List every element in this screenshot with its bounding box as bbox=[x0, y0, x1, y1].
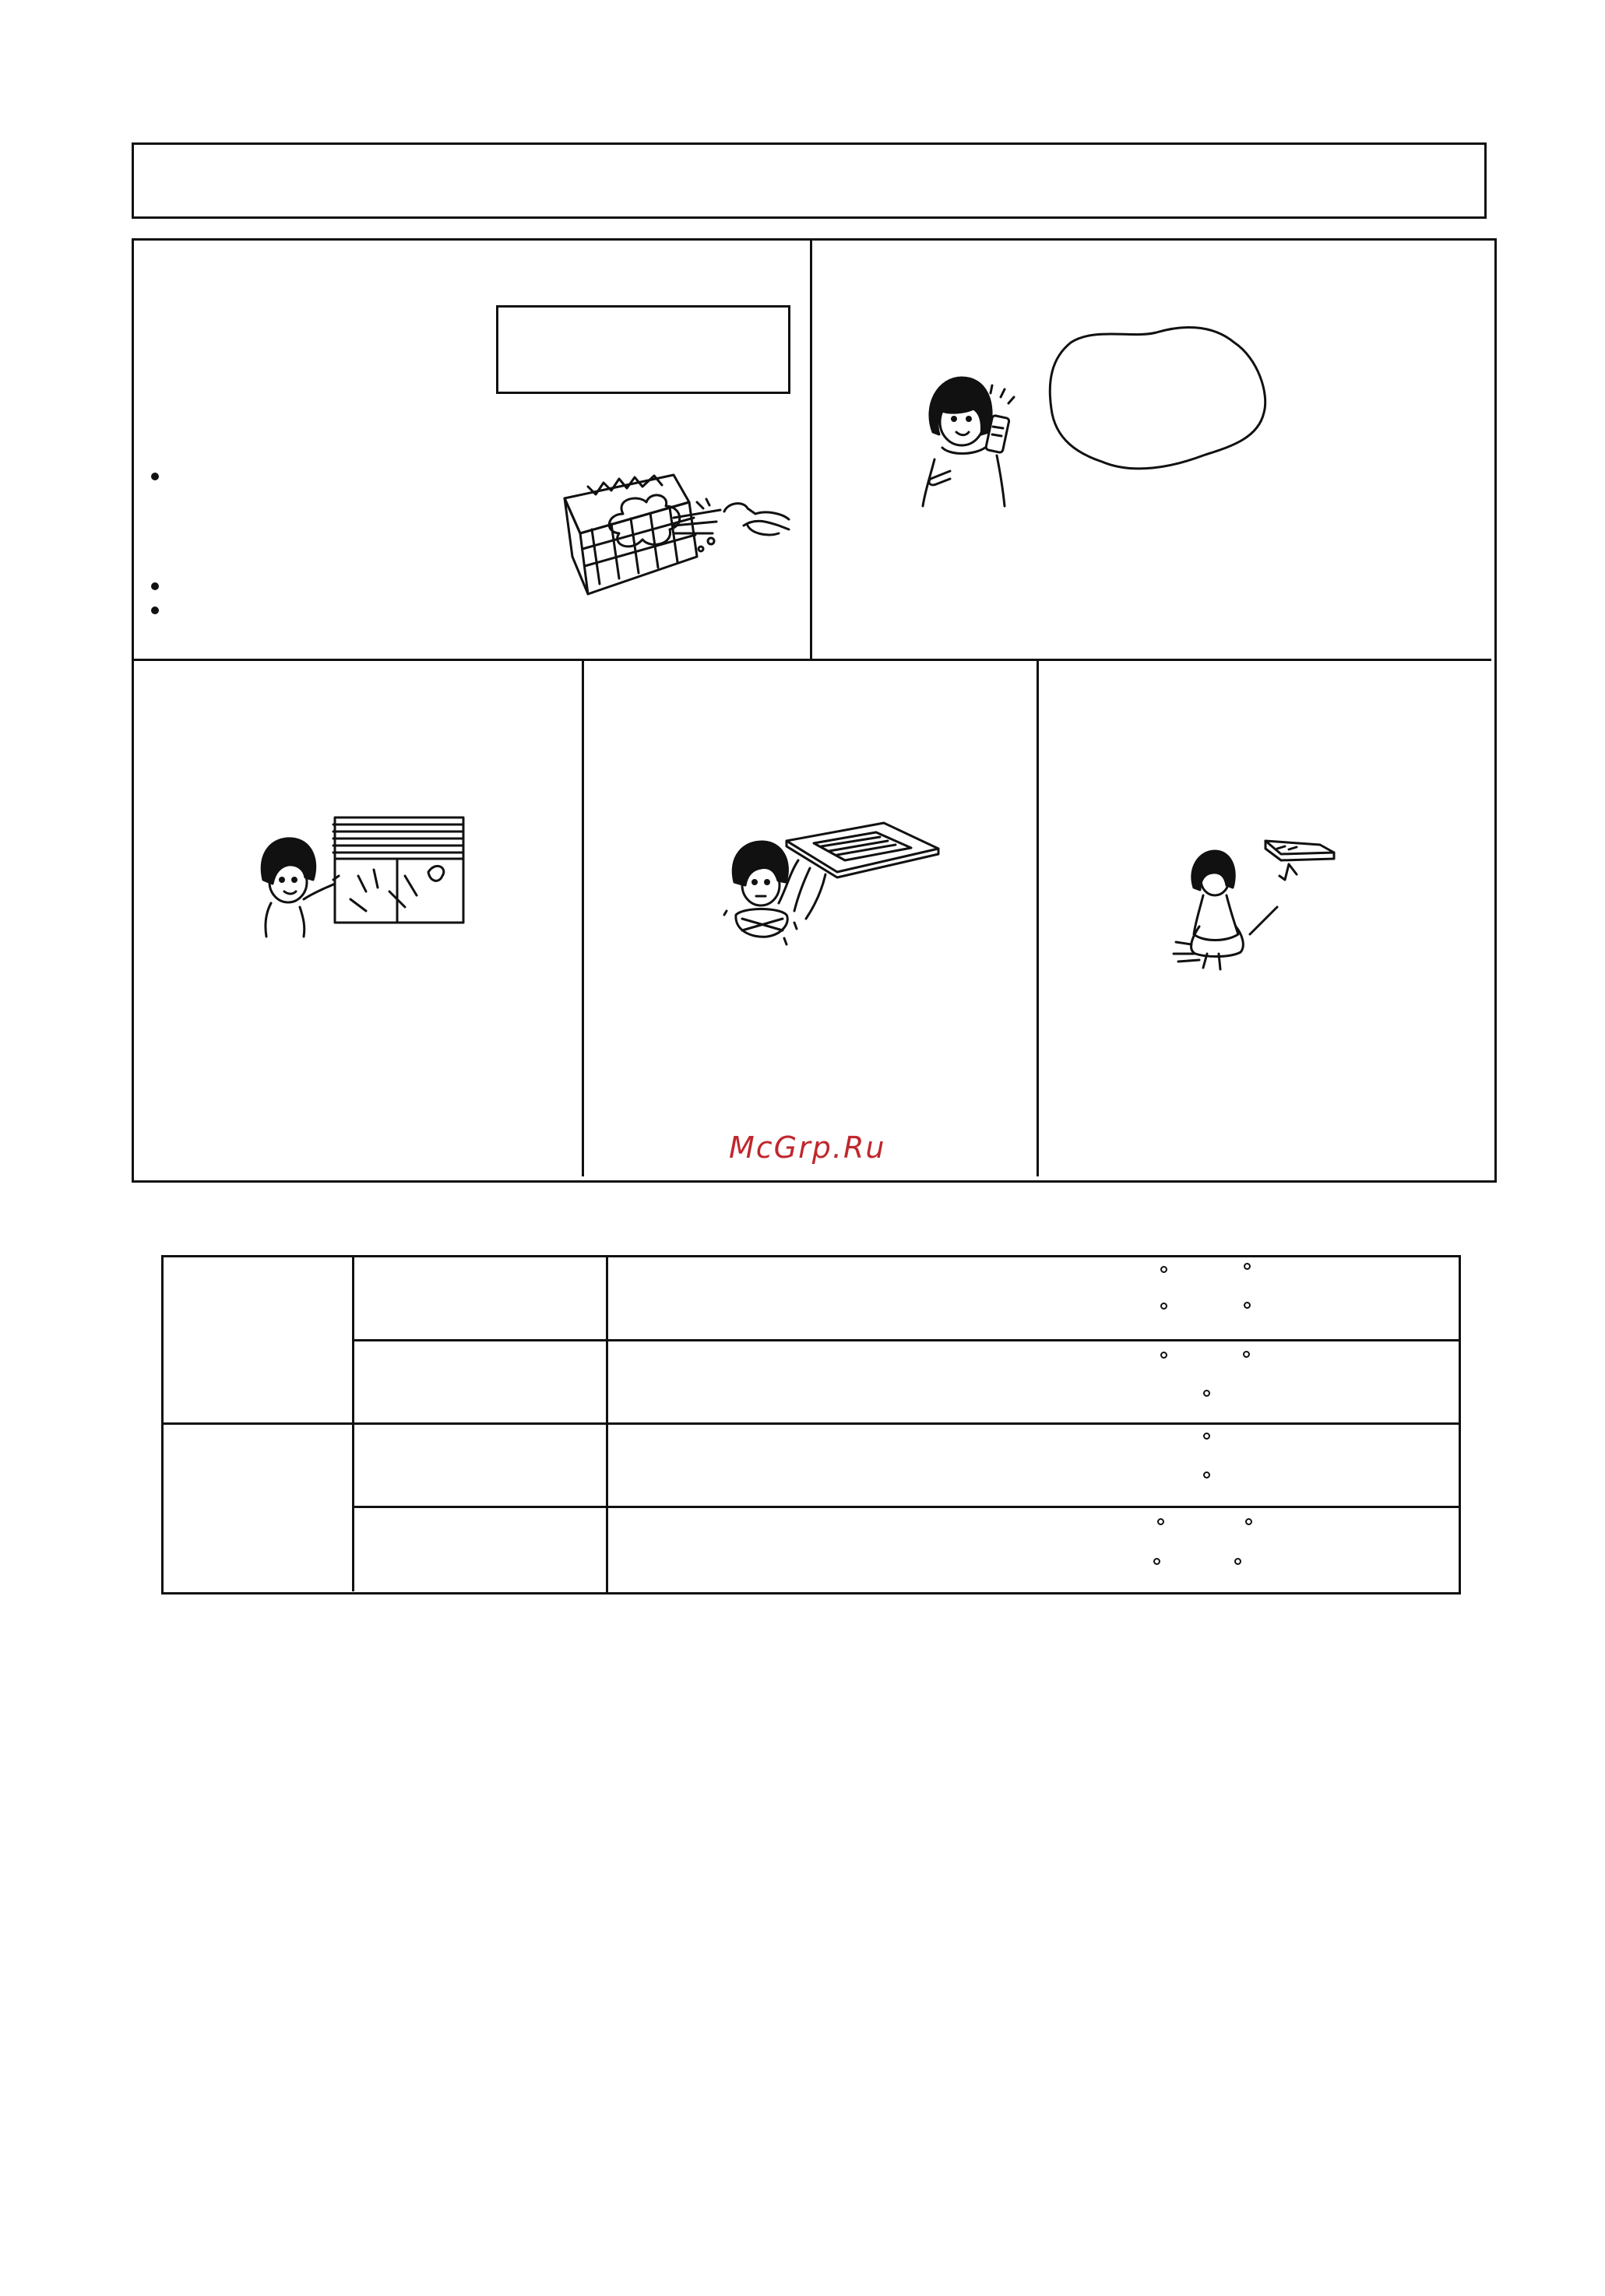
remote-control-illustration bbox=[919, 374, 1016, 510]
degree-mark bbox=[1153, 1558, 1160, 1565]
degree-mark bbox=[1160, 1352, 1167, 1359]
degree-mark bbox=[1245, 1518, 1252, 1525]
degree-mark bbox=[1244, 1263, 1251, 1270]
table-row-divider bbox=[352, 1339, 1461, 1341]
degree-mark bbox=[1244, 1302, 1251, 1309]
bullet-point bbox=[151, 607, 159, 614]
ceiling-cassette-illustration bbox=[720, 814, 942, 954]
table-column-divider-2 bbox=[606, 1255, 608, 1595]
bullet-point bbox=[151, 582, 159, 590]
spec-table bbox=[161, 1255, 1461, 1595]
window-blind-illustration bbox=[249, 814, 467, 938]
watermark: McGrp.Ru bbox=[729, 1130, 886, 1165]
degree-mark bbox=[1234, 1558, 1241, 1565]
tips-divider-bottom-2 bbox=[1037, 659, 1039, 1176]
table-group-divider bbox=[161, 1422, 1461, 1425]
tips-panel bbox=[132, 238, 1497, 1183]
filter-cleaning-illustration bbox=[557, 471, 790, 596]
header-box bbox=[132, 142, 1487, 219]
degree-mark bbox=[1203, 1390, 1210, 1397]
degree-mark bbox=[1160, 1303, 1167, 1310]
tips-divider-top bbox=[810, 238, 812, 660]
ceiling-unit-sitting-illustration bbox=[1172, 837, 1336, 973]
thought-bubble bbox=[1047, 323, 1273, 479]
tips-divider-horizontal bbox=[132, 659, 1491, 661]
notice-box bbox=[496, 305, 790, 394]
tips-divider-bottom-1 bbox=[582, 659, 584, 1176]
degree-mark bbox=[1157, 1518, 1164, 1525]
table-row-divider bbox=[352, 1506, 1461, 1508]
degree-mark bbox=[1243, 1351, 1250, 1358]
bullet-point bbox=[151, 473, 159, 480]
degree-mark bbox=[1203, 1433, 1210, 1440]
degree-mark bbox=[1160, 1266, 1167, 1273]
degree-mark bbox=[1203, 1471, 1210, 1479]
